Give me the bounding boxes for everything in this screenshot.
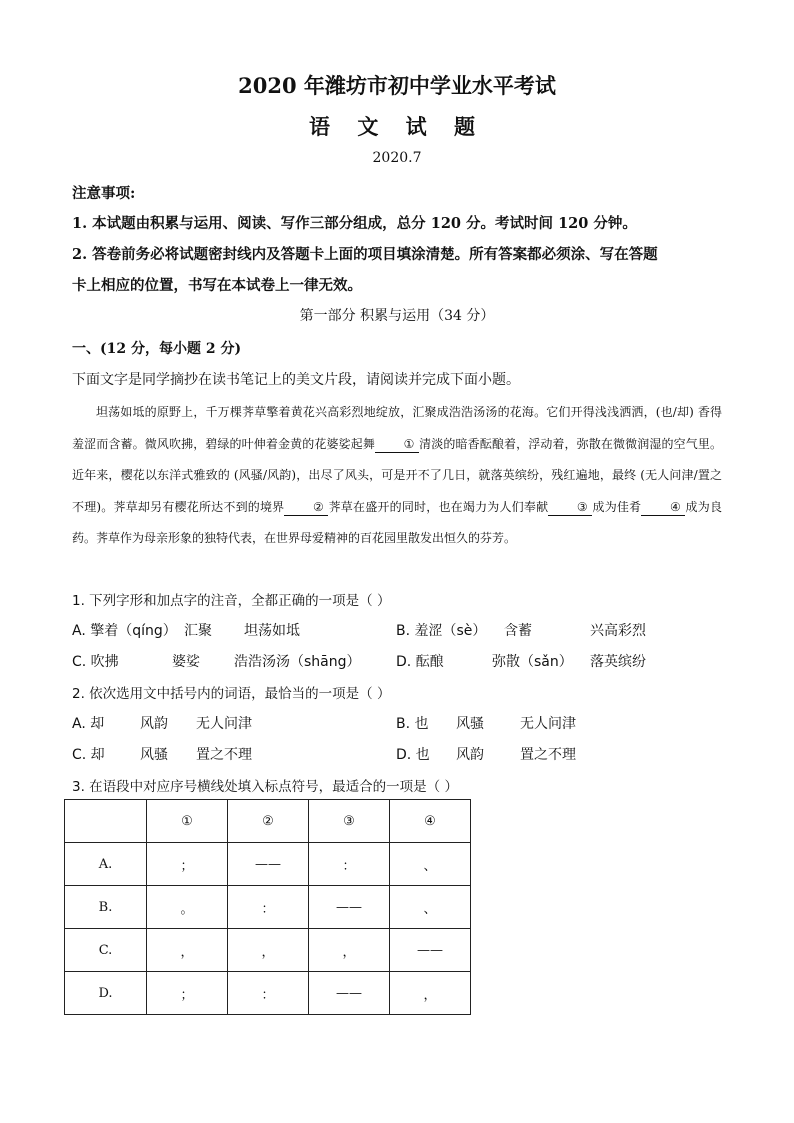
notes-item-1: 1. 本试题由积累与运用、阅读、写作三部分组成，总分 120 分。考试时间 120 分钟。: [72, 215, 637, 232]
table-row[interactable]: [65, 843, 471, 886]
table-cell: ：: [228, 972, 309, 1015]
passage-seg-3: 荠草在盛开的同时，也在竭力为人们奉献: [328, 499, 549, 514]
table-header-row: [65, 800, 471, 843]
passage-seg-2: 清淡的暗香酝酿着，浮动着，弥散在微微润湿的空气里。近年来，樱花以东洋式雅致的 (风骚/风韵)，出尽了风头，可是开不了几日，就落英缤纷，残红遍地，最终 (无人问津/置之不理)。荠草却另有樱花所达不到的境界: [72, 436, 722, 514]
table-cell: ，: [228, 929, 309, 972]
table-cell: 、: [390, 886, 471, 929]
q2-option-d[interactable]: D. 也 风韵 置之不理: [396, 747, 576, 763]
section-intro: 下面文字是同学摘抄在读书笔记上的美文片段，请阅读并完成下面小题。: [72, 372, 520, 388]
table-cell: A.: [65, 843, 147, 886]
table-header-cell: ④: [390, 800, 471, 843]
exam-title: 2020 年潍坊市初中学业水平考试: [238, 73, 556, 98]
table-cell: ；: [147, 972, 228, 1015]
passage-seg-5: 成为良药。荠草作为母亲形象的独特代表，在世界母爱精神的百花园里散发出恒久的芬芳。: [72, 499, 722, 545]
table-cell: ——: [228, 843, 309, 886]
passage-seg-1: 坦荡如坻的原野上，千万棵荠草擎着黄花兴高彩烈地绽放，汇聚成浩浩汤汤的花海。它们开得浅浅洒洒，(也/却) 香得羞涩而含蓄。微风吹拂，碧绿的叶伸着金黄的花婆娑起舞: [72, 405, 722, 451]
notes-item-3: 卡上相应的位置，书写在本试卷上一律无效。: [72, 277, 362, 294]
section-heading: 一、(12 分，每小题 2 分): [72, 341, 242, 357]
table-header-cell: ②: [228, 800, 309, 843]
table-row[interactable]: [65, 972, 471, 1015]
notes-heading: 注意事项:: [72, 185, 136, 202]
table-cell: ——: [390, 929, 471, 972]
blank-1: ①: [375, 436, 419, 453]
q1-option-d[interactable]: D. 酝酿 弥散（sǎn） 落英缤纷: [396, 654, 646, 670]
blank-2: ②: [284, 499, 328, 516]
table-cell: ：: [309, 843, 390, 886]
table-header-cell: ③: [309, 800, 390, 843]
q3-answer-table: [64, 799, 471, 1015]
q1-stem: 1. 下列字形和加点字的注音，全都正确的一项是（ ）: [72, 593, 391, 609]
blank-4: ④: [641, 499, 685, 516]
table-row[interactable]: [65, 886, 471, 929]
q1-option-c[interactable]: C. 吹拂 婆娑 浩浩汤汤（shāng）: [72, 654, 361, 670]
table-header-cell: ①: [147, 800, 228, 843]
table-cell: C.: [65, 929, 147, 972]
q3-stem: 3. 在语段中对应序号横线处填入标点符号，最适合的一项是（ ）: [72, 779, 458, 795]
table-cell: 、: [390, 843, 471, 886]
exam-date: 2020.7: [372, 150, 422, 166]
table-cell: B.: [65, 886, 147, 929]
q1-option-b[interactable]: B. 羞涩（sè） 含蓄 兴高彩烈: [396, 623, 646, 639]
table-cell: D.: [65, 972, 147, 1015]
table-cell: ——: [309, 972, 390, 1015]
exam-subtitle: 语 文 试 题: [309, 114, 485, 139]
q2-option-c[interactable]: C. 却 风骚 置之不理: [72, 747, 252, 763]
table-cell: ：: [228, 886, 309, 929]
passage-seg-4: 成为佳肴: [592, 499, 642, 514]
q2-option-a[interactable]: A. 却 风韵 无人问津: [72, 716, 252, 732]
table-cell: 。: [147, 886, 228, 929]
table-cell: ，: [390, 972, 471, 1015]
notes-item-2: 2. 答卷前务必将试题密封线内及答题卡上面的项目填涂清楚。所有答案都必须涂、写在答题: [72, 246, 658, 263]
table-row[interactable]: [65, 929, 471, 972]
reading-passage: [72, 397, 722, 555]
table-cell: ，: [309, 929, 390, 972]
table-header-cell: [65, 800, 147, 843]
table-cell: ——: [309, 886, 390, 929]
part1-heading: 第一部分 积累与运用（34 分）: [299, 308, 495, 324]
q2-option-b[interactable]: B. 也 风骚 无人问津: [396, 716, 576, 732]
q2-stem: 2. 依次选用文中括号内的词语，最恰当的一项是（ ）: [72, 686, 391, 702]
table-cell: ，: [147, 929, 228, 972]
table-cell: ；: [147, 843, 228, 886]
blank-3: ③: [548, 499, 592, 516]
q1-option-a[interactable]: A. 擎着（qíng） 汇聚 坦荡如坻: [72, 623, 300, 639]
